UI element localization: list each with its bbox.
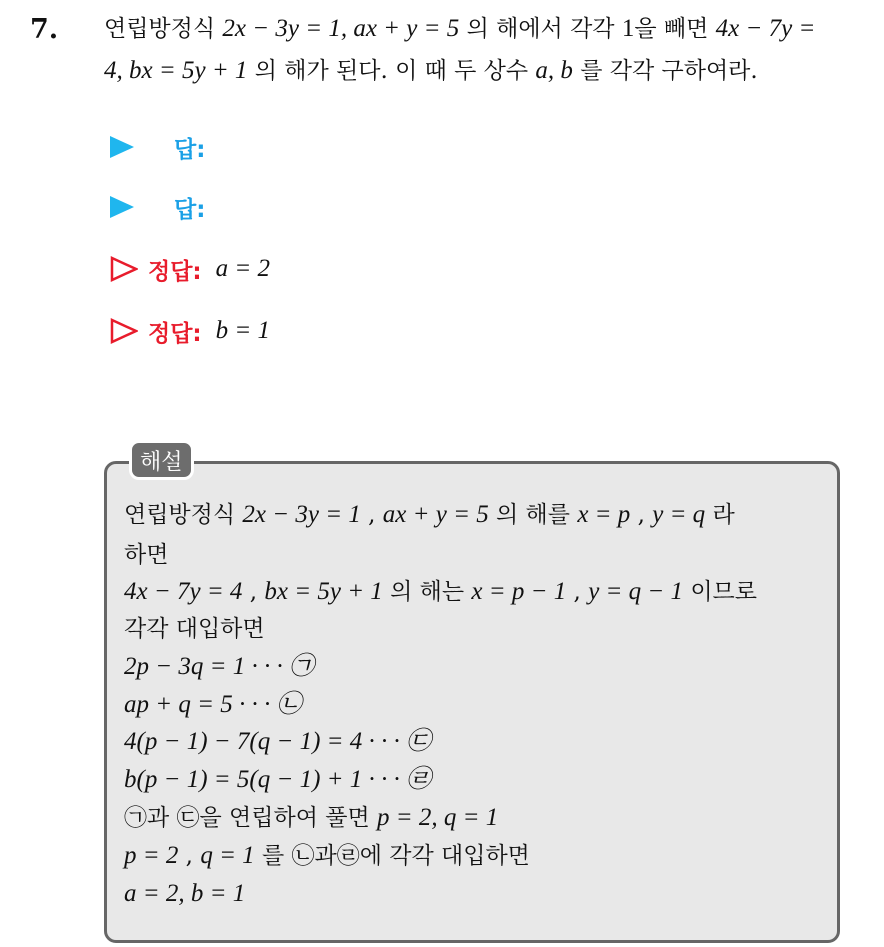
question-math: a, b: [535, 57, 573, 84]
explanation-math: x = p − 1: [471, 578, 567, 605]
question-text-line-2: [104, 56, 874, 86]
explanation-line: [124, 841, 530, 871]
answer-value-wrap: [216, 317, 270, 345]
answer-label: 답:: [174, 196, 206, 223]
explanation-line: [124, 690, 302, 720]
explanation-math: 2x − 3y = 1: [242, 501, 361, 528]
explanation-text: 라: [705, 502, 735, 528]
explanation-line: [124, 727, 431, 757]
explanation-line: [124, 879, 245, 909]
explanation-math: a = 2, b = 1: [124, 880, 246, 907]
explanation-text: 의 해는: [382, 579, 472, 605]
explanation-math: 4(p − 1) − 7(q − 1) = 4 · · · ㉢: [124, 728, 432, 755]
explanation-text: ,: [630, 502, 653, 528]
play-arrow-icon: [110, 136, 134, 158]
explanation-text: 의 해를: [488, 502, 578, 528]
explanation-math: ap + q = 5 · · · ㉡: [124, 691, 302, 718]
explanation-math: 2p − 3q = 1 · · · ㉠: [124, 653, 314, 680]
explanation-line: [124, 577, 757, 607]
question-text: 연립방정식: [104, 16, 223, 42]
explanation-text: 이므로: [683, 579, 757, 605]
explanation-math: p = 2, q = 1: [377, 804, 499, 831]
explanation-line: [124, 614, 265, 644]
explanation-text: ,: [360, 502, 383, 528]
answer-correct-row: [110, 249, 270, 289]
question-text: 를 각각 구하여라.: [572, 58, 758, 84]
outline-arrow-icon: [110, 318, 138, 344]
answer-label: 답:: [174, 136, 206, 163]
question-math: 4x − 7y =: [715, 15, 816, 42]
explanation-tab: 해설: [129, 440, 194, 480]
answer-correct-row: [110, 311, 270, 351]
question-math: 2x − 3y = 1, ax + y = 5: [222, 15, 460, 42]
explanation-text: 하면: [124, 542, 169, 568]
answer-label: 정답:: [148, 258, 202, 285]
question-number: 7.: [30, 14, 59, 45]
question-math: 4, bx = 5y + 1: [104, 57, 248, 84]
question-text: 을 빼면: [634, 16, 716, 42]
answer-value: b = 1: [215, 317, 271, 344]
explanation-text: ,: [178, 843, 201, 869]
explanation-math: b(p − 1) = 5(q − 1) + 1 · · · ㉣: [124, 766, 432, 793]
question-text: 의 해가 된다. 이 때 두 상수: [247, 58, 536, 84]
explanation-text: ,: [242, 579, 265, 605]
question-text: 의 해에서 각각: [459, 16, 622, 42]
explanation-math: x = p: [577, 501, 631, 528]
explanation-text: ㉠과 ㉢을 연립하여 풀면: [124, 805, 377, 831]
question-text-line-1: [104, 14, 874, 44]
answer-value-wrap: [216, 255, 270, 283]
explanation-line: [124, 500, 735, 530]
explanation-math: y = q: [652, 501, 706, 528]
explanation-line: [124, 765, 431, 795]
explanation-text: 연립방정식: [124, 502, 243, 528]
question-number: 1: [621, 15, 635, 42]
explanation-text: 각각 대입하면: [124, 616, 265, 642]
explanation-line: [124, 540, 168, 570]
explanation-math: p = 2: [124, 842, 179, 869]
explanation-math: y = q − 1: [588, 578, 684, 605]
explanation-text: ,: [566, 579, 589, 605]
answer-label: 정답:: [148, 320, 202, 347]
explanation-line: [124, 652, 314, 682]
answer-value: a = 2: [215, 255, 271, 282]
explanation-math: q = 1: [200, 842, 255, 869]
explanation-math: bx = 5y + 1: [264, 578, 383, 605]
explanation-math: ax + y = 5: [382, 501, 489, 528]
answer-blank-row: [110, 187, 205, 227]
explanation-text: 를 ㉡과㉣에 각각 대입하면: [254, 843, 530, 869]
explanation-math: 4x − 7y = 4: [124, 578, 243, 605]
outline-arrow-icon: [110, 256, 138, 282]
explanation-line: [124, 803, 498, 833]
answer-blank-row: [110, 127, 205, 167]
play-arrow-icon: [110, 196, 134, 218]
